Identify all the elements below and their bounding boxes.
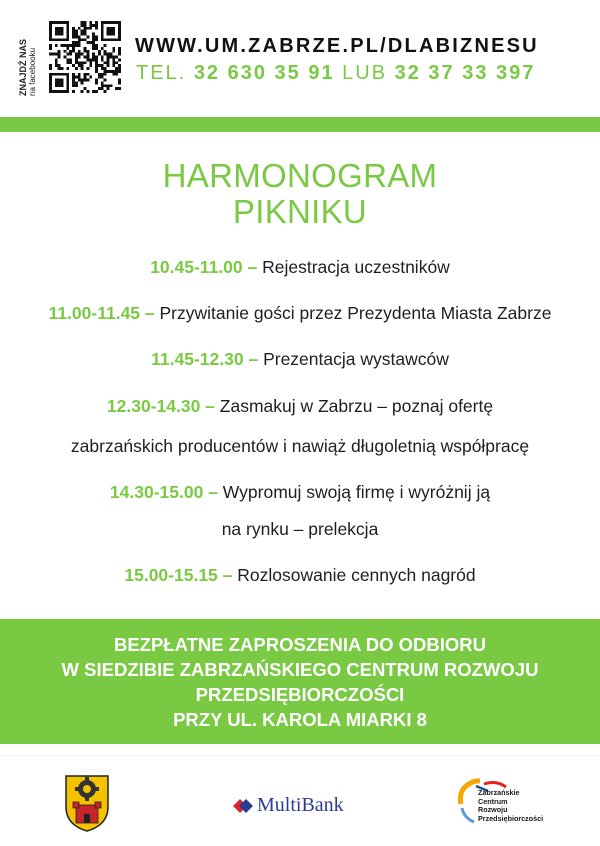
phone-or: LUB xyxy=(342,62,388,84)
phone-numbers xyxy=(136,62,535,85)
schedule-time: 14.30-15.00 – xyxy=(109,482,218,502)
zcrp-line: Centrum xyxy=(478,796,508,806)
schedule-item xyxy=(0,396,600,417)
schedule-item xyxy=(0,565,600,586)
multibank-mark-icon xyxy=(232,796,254,816)
page-title xyxy=(0,158,600,230)
zcrp-line: Przedsiębiorczości xyxy=(478,813,544,823)
schedule-item xyxy=(0,257,600,278)
schedule-item xyxy=(0,349,600,370)
qr-code-icon[interactable] xyxy=(49,21,121,93)
website-url[interactable]: WWW.UM.ZABRZE.PL/DLABIZNESU xyxy=(135,35,539,57)
facebook-line2: na facebooku xyxy=(28,47,37,96)
zabrze-coat-of-arms-icon xyxy=(63,773,111,833)
zcrp-line: Zabrzańskie xyxy=(478,788,520,797)
schedule-text: Zasmakuj w Zabrzu – poznaj ofertę xyxy=(214,396,494,416)
schedule-text: Rejestracja uczestników xyxy=(257,257,450,277)
invitation-line-1: BEZPŁATNE ZAPROSZENIA DO ODBIORU xyxy=(113,634,487,655)
schedule-text: Prezentacja wystawców xyxy=(258,349,449,369)
invitation-text xyxy=(0,632,600,732)
header xyxy=(0,0,600,112)
schedule-time: 11.45-12.30 – xyxy=(151,349,259,369)
facebook-line1: ZNAJDŹ NAS xyxy=(18,38,28,96)
multibank-name: MultiBank xyxy=(257,794,344,816)
top-green-band xyxy=(0,117,600,132)
phone-number-2[interactable]: 32 37 33 397 xyxy=(394,62,536,84)
schedule-text: Wypromuj swoją firmę i wyróżnij ją xyxy=(217,482,491,502)
schedule-time: 10.45-11.00 – xyxy=(150,257,258,277)
facebook-badge[interactable] xyxy=(17,22,47,98)
zcrp-line: Rozwoju xyxy=(478,805,508,815)
phone-prefix: TEL. xyxy=(136,62,187,84)
footer-divider xyxy=(0,755,600,756)
invitation-band xyxy=(0,619,600,744)
invitation-line-2: W SIEDZIBIE ZABRZAŃSKIEGO CENTRUM ROZWOJU xyxy=(61,659,539,680)
title-line-2: PIKNIKU xyxy=(232,193,368,230)
schedule-time: 11.00-11.45 – xyxy=(48,303,155,323)
schedule-item xyxy=(0,303,600,324)
zcrp-name xyxy=(478,789,543,823)
zcrp-logo[interactable] xyxy=(458,778,558,840)
schedule-item-continuation: na rynku – prelekcja xyxy=(221,519,379,539)
invitation-line-4: PRZY UL. KAROLA MIARKI 8 xyxy=(173,709,427,730)
schedule-item xyxy=(0,482,600,503)
schedule-time: 12.30-14.30 – xyxy=(106,396,215,416)
schedule-item-continuation: zabrzańskich producentów i nawiąż długoletnią współpracę xyxy=(70,436,530,456)
invitation-line-3: PRZEDSIĘBIORCZOŚCI xyxy=(195,684,405,705)
schedule-text: Przywitanie gości przez Prezydenta Miasta Zabrze xyxy=(154,303,552,323)
schedule-text: Rozlosowanie cennych nagród xyxy=(232,565,476,585)
schedule-time: 15.00-15.15 – xyxy=(124,565,233,585)
phone-number-1[interactable]: 32 630 35 91 xyxy=(193,62,335,84)
title-line-1: HARMONOGRAM xyxy=(162,157,438,194)
